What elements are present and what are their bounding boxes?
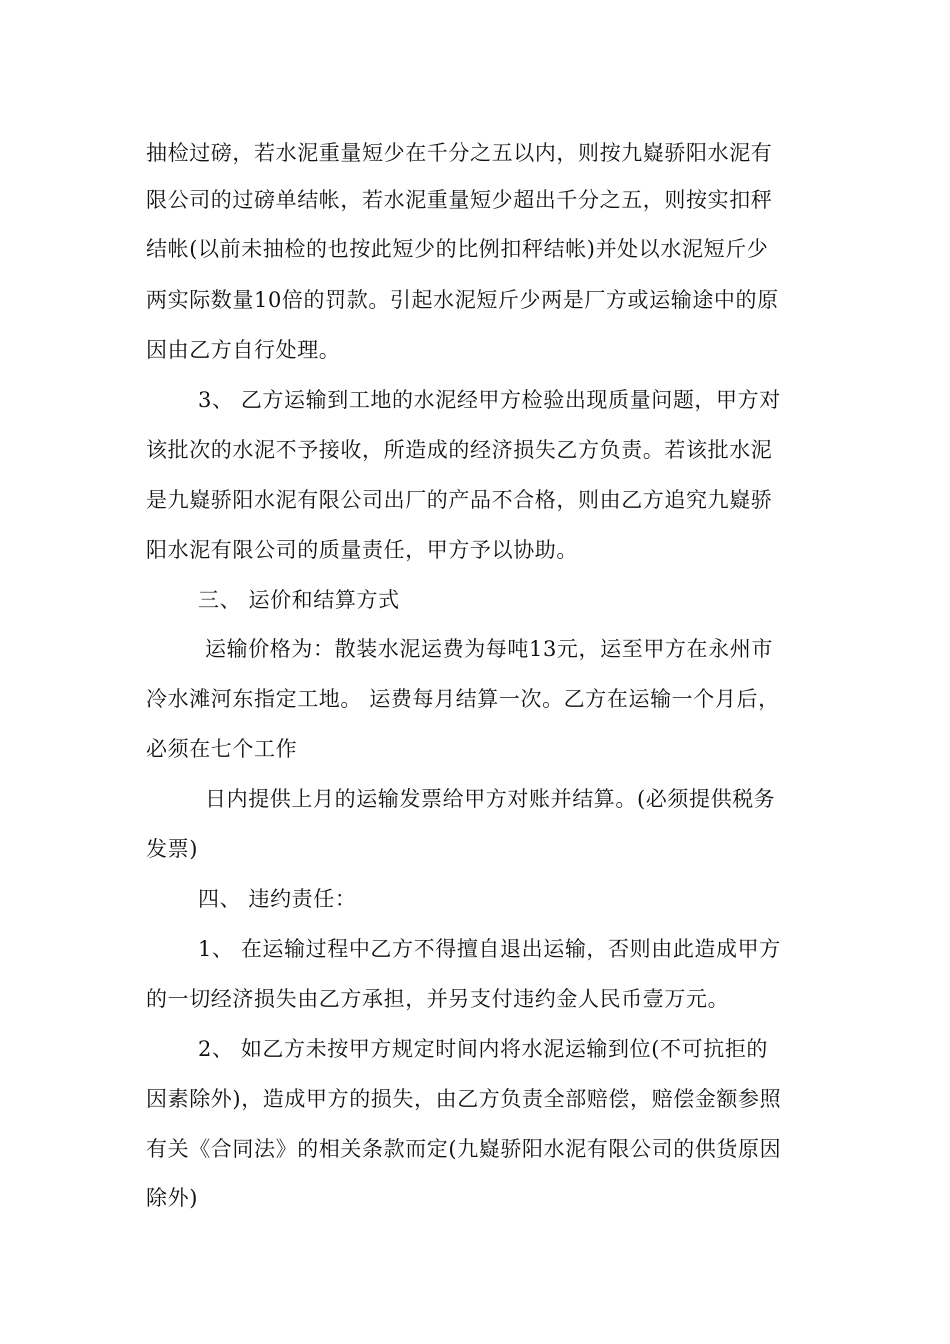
- paragraph-3-line-1: 运输价格为：散装水泥运费为每吨13元，运至甲方在永州市: [205, 637, 773, 661]
- paragraph-4-line-1: 日内提供上月的运输发票给甲方对账并结算。(必须提供税务: [205, 787, 776, 811]
- paragraph-1-line-3: 结帐(以前未抽检的也按此短少的比例扣秤结帐)并处以水泥短斤少: [146, 237, 769, 261]
- paragraph-2-line-3: 是九嶷骄阳水泥有限公司出厂的产品不合格，则由乙方追究九嶷骄: [146, 488, 773, 512]
- paragraph-4-line-2: 发票): [146, 837, 198, 861]
- paragraph-3-line-3: 必须在七个工作: [146, 737, 298, 761]
- paragraph-6-line-1: 2、 如乙方未按甲方规定时间内将水泥运输到位(不可抗拒的: [198, 1037, 769, 1061]
- paragraph-6-line-3: 有关《合同法》的相关条款而定(九嶷骄阳水泥有限公司的供货原因: [146, 1137, 782, 1161]
- paragraph-6-line-2: 因素除外)，造成甲方的损失，由乙方负责全部赔偿，赔偿金额参照: [146, 1087, 782, 1111]
- paragraph-1-line-4: 两实际数量10倍的罚款。引起水泥短斤少两是厂方或运输途中的原: [146, 288, 779, 312]
- paragraph-3-line-2: 冷水滩河东指定工地。 运费每月结算一次。乙方在运输一个月后，: [146, 687, 780, 711]
- paragraph-5-line-1: 1、 在运输过程中乙方不得擅自退出运输，否则由此造成甲方: [198, 937, 781, 961]
- paragraph-2-line-4: 阳水泥有限公司的质量责任，甲方予以协助。: [146, 538, 578, 562]
- paragraph-1-line-1: 抽检过磅，若水泥重量短少在千分之五以内，则按九嶷骄阳水泥有: [146, 141, 773, 165]
- paragraph-2-line-2: 该批次的水泥不予接收，所造成的经济损失乙方负责。若该批水泥: [146, 438, 773, 462]
- section-heading-3: 三、 运价和结算方式: [198, 588, 400, 612]
- paragraph-5-line-2: 的一切经济损失由乙方承担，并另支付违约金人民币壹万元。: [146, 987, 730, 1011]
- paragraph-1-line-5: 因由乙方自行处理。: [146, 338, 341, 362]
- paragraph-6-line-4: 除外): [146, 1186, 198, 1210]
- section-heading-4: 四、 违约责任：: [198, 887, 357, 911]
- paragraph-2-line-1: 3、 乙方运输到工地的水泥经甲方检验出现质量问题，甲方对: [198, 388, 781, 412]
- paragraph-1-line-2: 限公司的过磅单结帐，若水泥重量短少超出千分之五，则按实扣秤: [146, 188, 773, 212]
